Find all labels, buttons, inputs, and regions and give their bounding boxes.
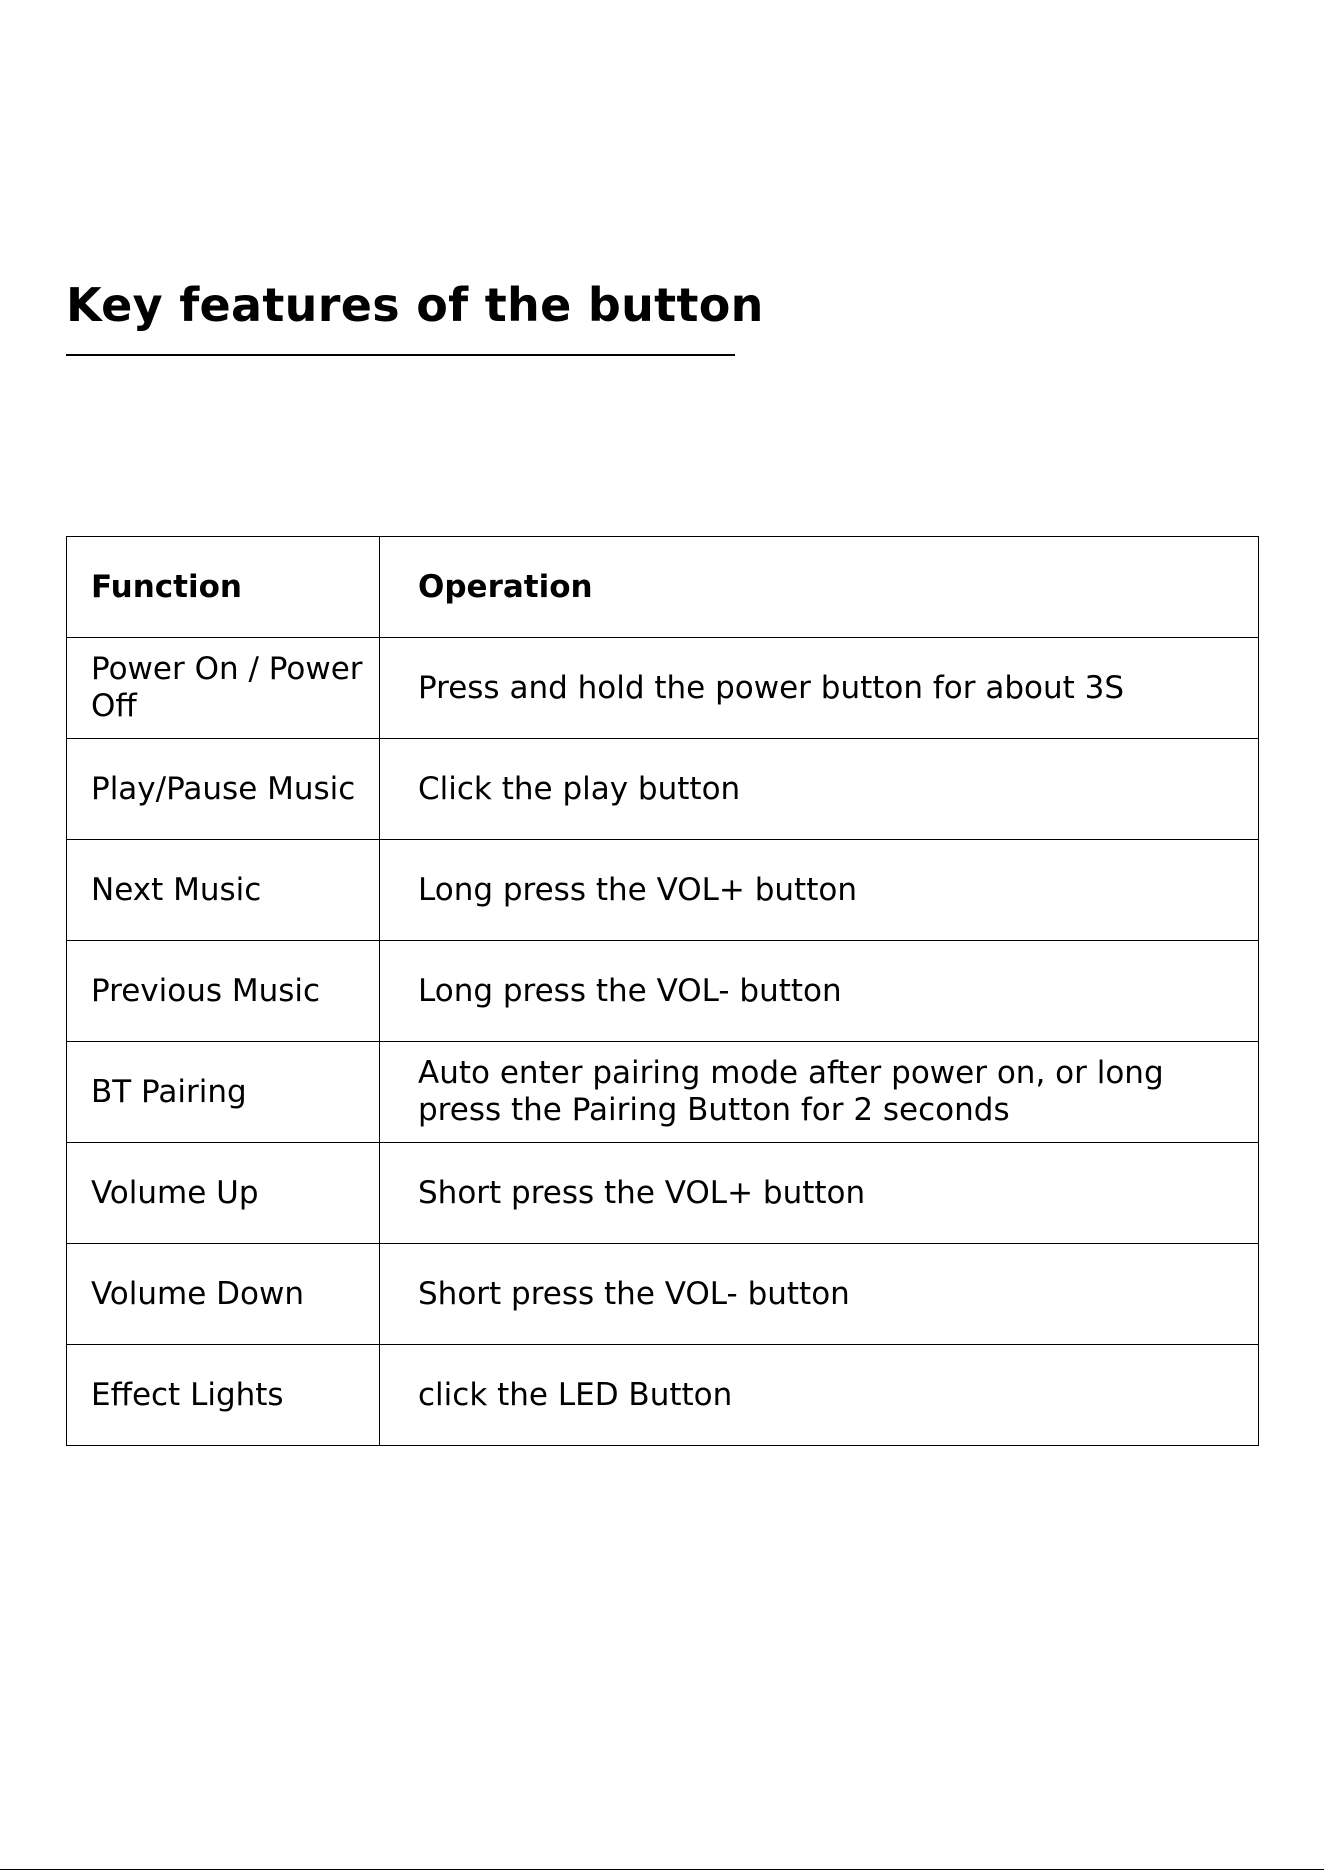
table-row [67, 840, 1259, 941]
function-cell: Effect Lights [67, 1345, 380, 1446]
table-row [67, 941, 1259, 1042]
function-cell: Play/Pause Music [67, 739, 380, 840]
operation-cell: Short press the VOL+ button [380, 1143, 1259, 1244]
operation-cell: Click the play button [380, 739, 1259, 840]
operation-cell: Long press the VOL- button [380, 941, 1259, 1042]
operation-cell: Press and hold the power button for about 3S [380, 638, 1259, 739]
table-row [67, 739, 1259, 840]
table-header-row [67, 537, 1259, 638]
header-function: Function [67, 537, 380, 638]
operation-cell: Short press the VOL- button [380, 1244, 1259, 1345]
page-bottom-border [0, 1869, 1324, 1870]
table-row [67, 1244, 1259, 1345]
function-cell: Next Music [67, 840, 380, 941]
operation-cell: Auto enter pairing mode after power on, or long press the Pairing Button for 2 seconds [380, 1042, 1259, 1143]
function-cell: Previous Music [67, 941, 380, 1042]
operation-cell: Long press the VOL+ button [380, 840, 1259, 941]
table-row [67, 638, 1259, 739]
title-underline [66, 354, 735, 356]
function-cell: Volume Down [67, 1244, 380, 1345]
header-operation: Operation [380, 537, 1259, 638]
button-features-table [66, 536, 1259, 1446]
page-title: Key features of the button [66, 278, 764, 332]
function-cell: Power On / Power Off [67, 638, 380, 739]
function-cell: BT Pairing [67, 1042, 380, 1143]
function-cell: Volume Up [67, 1143, 380, 1244]
operation-cell: click the LED Button [380, 1345, 1259, 1446]
table-row [67, 1042, 1259, 1143]
table-row [67, 1143, 1259, 1244]
table-row [67, 1345, 1259, 1446]
